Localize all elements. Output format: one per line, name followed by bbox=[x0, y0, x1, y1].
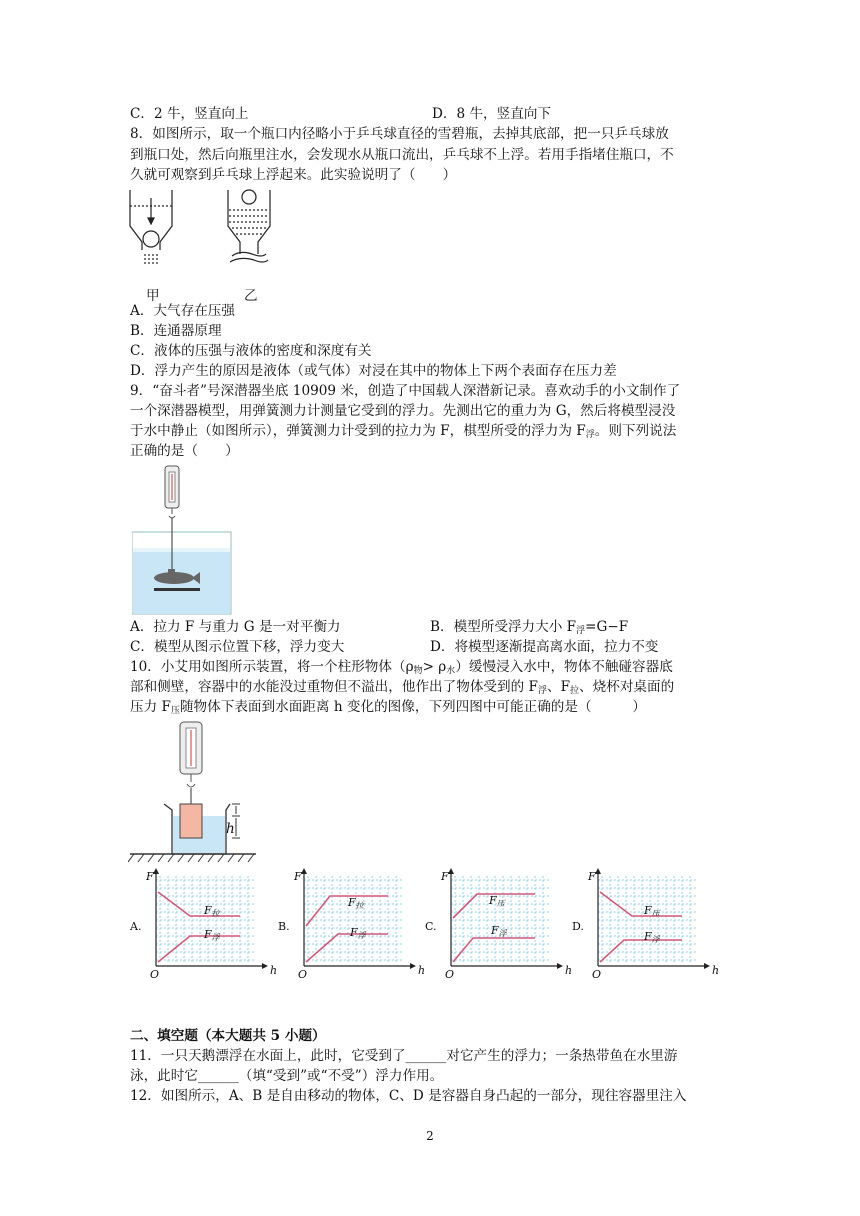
origin-label: O bbox=[445, 968, 455, 981]
curve-top bbox=[306, 896, 388, 926]
curve-bottom bbox=[306, 934, 388, 962]
q9-option-d: D．将模型逐渐提高离水面，拉力不变 bbox=[430, 639, 659, 655]
axis-y-label: F bbox=[146, 870, 154, 883]
q10-graph-b bbox=[278, 866, 428, 986]
q8-fig-label-yi: 乙 bbox=[244, 288, 258, 304]
graph-letter: A. bbox=[130, 920, 142, 933]
page-number: 2 bbox=[426, 1129, 434, 1143]
q8-stem-line1: 8．如图所示，取一个瓶口内径略小于乒乓球直径的雪碧瓶，去掉其底部，把一只乒乓球放 bbox=[130, 126, 669, 142]
curve-bottom-label: $F_浮$ bbox=[644, 930, 660, 944]
curve-bottom bbox=[600, 940, 682, 962]
curve-top-label: $F_压$ bbox=[644, 904, 660, 918]
curve-top-label: $F_压$ bbox=[489, 894, 505, 908]
graph-letter: D. bbox=[572, 920, 584, 933]
q10-graph-c bbox=[425, 866, 575, 986]
curve-bottom-label: $F_浮$ bbox=[204, 928, 220, 942]
axis-y-label: F bbox=[588, 870, 596, 883]
q9-stem-line2: 一个深潜器模型，用弹簧测力计测量它受到的浮力。先测出它的重力为 G，然后将模型浸没 bbox=[130, 403, 676, 419]
q8-fig-label-jia: 甲 bbox=[146, 288, 160, 304]
q9-stem-line3: 于水中静止（如图所示），弹簧测力计受到的拉力为 F，棋型所受的浮力为 $F_浮$。则下列说法 bbox=[130, 423, 677, 440]
q8-option-d: D．浮力产生的原因是液体（或气体）对浸在其中的物体上下两个表面存在压力差 bbox=[130, 363, 617, 379]
q7-option-c: C．2 牛，竖直向上 bbox=[130, 106, 249, 122]
graph-letter: B. bbox=[278, 920, 290, 933]
curve-bottom bbox=[453, 938, 535, 962]
bottle-yi bbox=[228, 190, 270, 262]
origin-label: O bbox=[150, 968, 160, 981]
q8-stem-line3: 久就可观察到乒乓球上浮起来。此实验说明了（ ） bbox=[130, 167, 457, 183]
origin-label: O bbox=[592, 968, 602, 981]
q10-apparatus-figure bbox=[128, 720, 258, 868]
q7-option-d: D．8 牛，竖直向下 bbox=[432, 106, 552, 122]
q8-option-b: B．连通器原理 bbox=[130, 323, 222, 339]
q9-option-c: C．模型从图示位置下移，浮力变大 bbox=[130, 639, 345, 655]
q9-option-a: A．拉力 F 与重力 G 是一对平衡力 bbox=[130, 619, 341, 635]
section2-heading: 二、填空题（本大题共 5 小题） bbox=[130, 1028, 326, 1044]
q12-line1: 12．如图所示，A、B 是自由移动的物体，C、D 是容器自身凸起的一部分，现往容器里注入 bbox=[130, 1088, 687, 1104]
bottle-jia bbox=[130, 190, 172, 264]
curve-bottom-label: $F_浮$ bbox=[350, 926, 366, 940]
curve-bottom bbox=[158, 936, 240, 962]
graph-letter: C. bbox=[425, 920, 437, 933]
q8-option-a: A．大气存在压强 bbox=[130, 303, 235, 319]
q11-line2: 泳，此时它______（填“受到”或“不受”）浮力作用。 bbox=[130, 1068, 444, 1084]
axis-y-label: F bbox=[294, 870, 302, 883]
axis-x-label: h bbox=[270, 964, 278, 977]
q10-stem-line1: 10．小艾用如图所示装置，将一个柱形物体$(\rho_物> \rho_水)$缓慢浸入水中，物体不触碰容器底 bbox=[130, 659, 673, 676]
q10-graph-d bbox=[572, 866, 722, 986]
q10-stem-line2: 部和侧壁，容器中的水能没过重物但不溢出，他作出了物体受到的 $F_浮$、$F_拉$、烧杯对桌面的 bbox=[130, 679, 675, 696]
curve-top-label: $F_拉$ bbox=[348, 896, 364, 910]
q8-stem-line2: 到瓶口处，然后向瓶里注水，会发现水从瓶口流出，乒乓球不上浮。若用手指堵住瓶口，不 bbox=[130, 147, 674, 163]
origin-label: O bbox=[298, 968, 308, 981]
q9-stem-line4: 正确的是（ ） bbox=[130, 443, 239, 459]
q9-stem-line1: 9．“奋斗者”号深潜器坐底 10909 米，创造了中国载人深潜新记录。喜欢动手的小文制作了 bbox=[130, 383, 681, 399]
curve-bottom-label: $F_浮$ bbox=[491, 924, 507, 938]
q10-h-label: h bbox=[226, 821, 235, 837]
q11-line1: 11．一只天鹅漂浮在水面上，此时，它受到了______对它产生的浮力；一条热带鱼在水里游 bbox=[130, 1048, 678, 1064]
q8-option-c: C．液体的压强与液体的密度和深度有关 bbox=[130, 343, 372, 359]
curve-top bbox=[158, 892, 240, 916]
axis-x-label: h bbox=[418, 964, 426, 977]
axis-x-label: h bbox=[712, 964, 720, 977]
q9-option-b: B．模型所受浮力大小 $F_浮=G-F$ bbox=[430, 619, 629, 636]
axis-x-label: h bbox=[565, 964, 573, 977]
curve-top bbox=[600, 892, 682, 916]
q10-graph-a bbox=[130, 866, 280, 986]
q9-submarine-figure bbox=[132, 464, 232, 616]
axis-y-label: F bbox=[441, 870, 449, 883]
q10-stem-line3: 压力 $F_压$随物体下表面到水面距离 h 变化的图像，下列四图中可能正确的是（ ） bbox=[130, 699, 646, 716]
curve-top-label: $F_拉$ bbox=[204, 904, 220, 918]
